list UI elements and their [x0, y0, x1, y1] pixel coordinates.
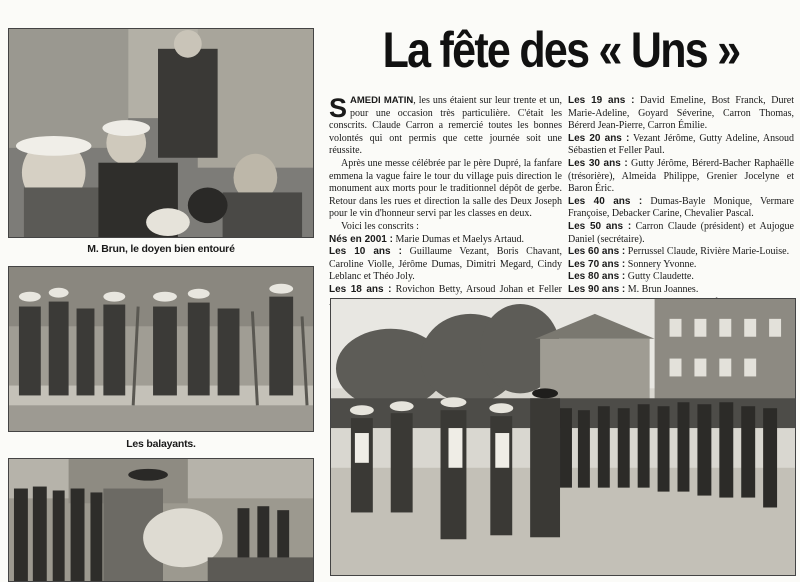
dropcap: S [329, 93, 348, 123]
photo-balayants-image [9, 267, 313, 431]
article-p3: Voici les conscrits : [341, 220, 419, 232]
entry-10-ans: Les 10 ans : Guillaume Vezant, Boris Chavant, Caroline Violle, Jérôme Dumas, Dimitri Megard, Cindy Leblanc et Théo Joly. [329, 246, 562, 283]
photo-procession-image [331, 299, 795, 575]
entry-60-ans: Les 60 ans : Perrussel Claude, Rivière Marie-Louise. [568, 246, 790, 258]
entry-18-ans: Les 18 ans : Rovichon Betty, Arsoud Johan et Feller [329, 283, 562, 295]
photo-balayants [8, 266, 314, 432]
photo-fanfare [8, 458, 314, 582]
entry-30-ans: Les 30 ans : Gutty Jérôme, Bérerd-Bacher Raphaëlle (trésorière), Almeida Philippe, Grenier Jocelyne et Baron Éric. [568, 157, 794, 195]
entry-nes-2001: Nés en 2001 : Marie Dumas et Maelys Artaud. [329, 233, 525, 245]
entry-40-ans: Les 40 ans : Dumas-Bayle Monique, Vermare Françoise, Debacker Carine, Chevalier Pascal. [568, 195, 794, 220]
photo-doyen-image [9, 29, 313, 237]
entry-80-ans: Les 80 ans : Gutty Claudette. [568, 271, 694, 283]
entry-70-ans: Les 70 ans : Sonnery Yvonne. [568, 258, 697, 270]
article-column-left [329, 95, 562, 309]
entry-19-ans: Les 19 ans : David Emeline, Bost Franck, Duret Marie-Adeline, Goyard Séverine, Carron Thomas, Bérerd Jean-Pierre, Carron Émilie. [568, 95, 794, 132]
article-lead: AMEDI MATIN [350, 95, 414, 106]
entry-20-ans: Les 20 ans : Vezant Jérôme, Gutty Adeline, Ansoud Sébastien et Feller Paul. [568, 132, 794, 157]
entry-50-ans: Les 50 ans : Carron Claude (président) et Aujogue Daniel (secrétaire). [568, 220, 794, 245]
article-intro [329, 95, 562, 158]
article-column-right [568, 95, 794, 322]
photo-fanfare-image [9, 459, 313, 581]
article-p1: , les uns étaient sur leur trente et un, pour une occasion très particulière. C'était les conscrits. Claude Carron a remercié toutes les bonnes volontés qui ont permis que cette journée soit une réussite. [329, 95, 563, 157]
headline: La fête des « Uns » [382, 22, 740, 78]
caption-doyen: M. Brun, le doyen bien entouré [87, 243, 235, 255]
entry-90-ans: Les 90 ans : M. Brun Joannes. [568, 283, 699, 295]
photo-procession [330, 298, 796, 576]
caption-balayants: Les balayants. [126, 438, 196, 450]
article-p2: Après une messe célébrée par le père Dupré, la fanfare emmena la vague faire le tour du village puis direction le monument aux morts pour le traditionnel dépôt de gerbe. Retour dans les rues et direction la salle des Deux Joseph pour le vin d'honneur servi par les classes en deux. [329, 157, 562, 220]
photo-doyen [8, 28, 314, 238]
